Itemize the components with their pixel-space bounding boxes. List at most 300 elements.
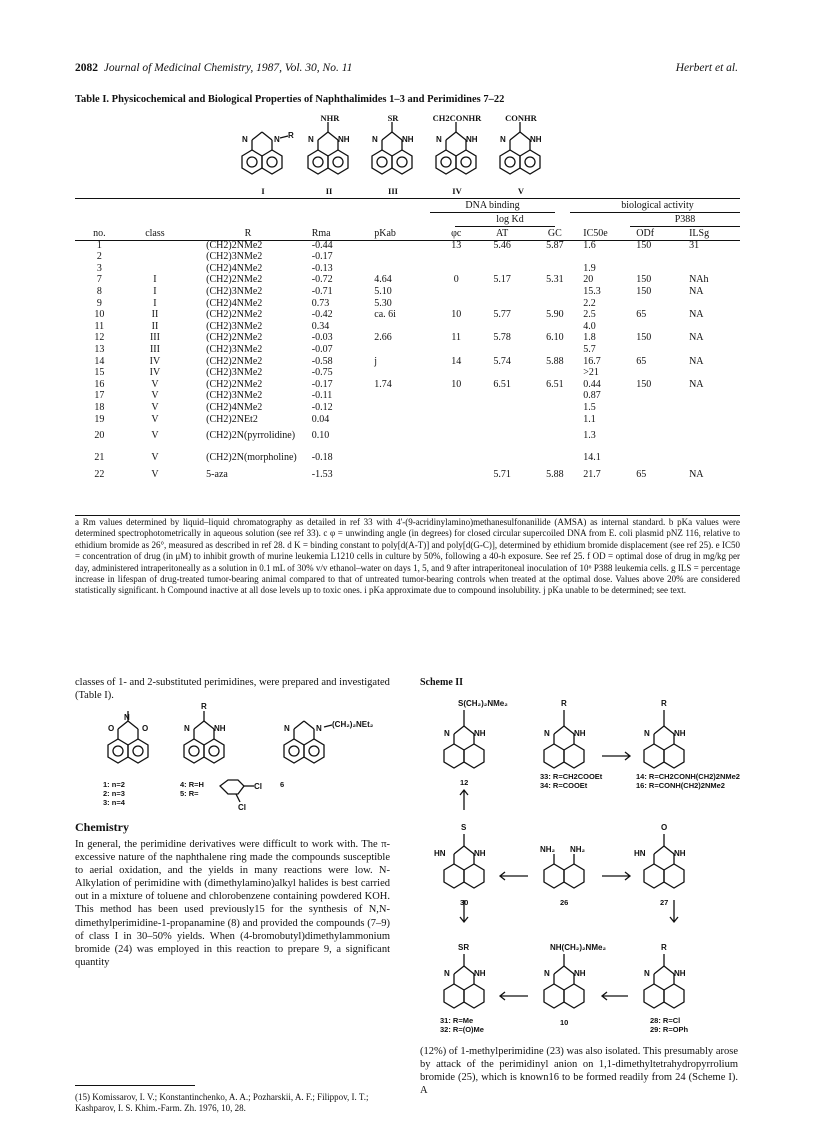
structure-V [486,118,556,188]
table-cell: 150 [636,332,652,344]
table-cell [437,402,476,414]
table-cell: -0.03 [311,332,333,344]
table-cell: 4.0 [583,320,596,332]
table-cell: 5.46 [493,239,511,251]
col-gc: GC [547,228,562,239]
table-cell [372,367,436,379]
data-table [75,228,740,481]
table-cell [476,367,529,379]
author-header: Herbert et al. [675,62,738,74]
table-cell: 65 [636,355,647,367]
table-cell: -0.72 [311,274,333,286]
perimidine-labels: 4: R=H 5: R= [180,780,204,798]
col-phi: φc [451,228,462,239]
table-cell: V [151,390,159,402]
table-cell [476,402,529,414]
structure-label: III [388,186,398,196]
table-row [75,286,740,298]
dichlorophenyl-icon [210,770,270,810]
table-cell: (CH2)3NMe2 [206,285,263,297]
running-header [75,62,352,74]
table-cell: NA [689,378,704,390]
table-cell: (CH2)4NMe2 [206,297,263,309]
scheme-label-27: 27 [660,898,669,907]
col-at: AT [496,228,509,239]
table-row [75,240,740,252]
svg-text:NH: NH [402,135,414,144]
table-row [75,414,740,426]
table-cell: -0.71 [311,285,333,297]
svg-text:(CH₂)₂NEt₂: (CH₂)₂NEt₂ [332,720,374,729]
table-cell [372,402,436,414]
ref-divider [75,1085,195,1086]
table-cell: V [151,378,159,390]
table-cell: IV [149,355,161,367]
table-cell: 5.10 [374,285,392,297]
table-cell [529,402,582,414]
scheme-label-30: 30 [460,898,469,907]
svg-text:O: O [661,823,668,832]
reference-15: (15) Komissarov, I. V.; Konstantinchenko, A. A.; Pozharskii, A. F.; Filippov, I. T.; Kashparov, I. S. Khim.-Farm. Zh. 1976, 10, 28. [75,1092,369,1114]
svg-text:NH: NH [674,849,686,858]
table-cell: 14 [451,355,462,367]
svg-text:NH: NH [474,729,486,738]
table-cell: 14 [94,355,105,367]
svg-text:O: O [142,724,149,733]
table-cell: -0.12 [311,401,333,413]
table-cell: (CH2)2NMe2 [206,274,263,286]
table-row [75,263,740,275]
logk-rule [455,226,555,227]
table-cell [529,447,582,469]
table-cell [476,251,529,263]
table-cell [687,344,740,356]
bio-rule [570,212,740,213]
svg-text:NH: NH [466,135,478,144]
table-cell: 2 [96,251,102,263]
table-cell: 1.1 [583,413,596,425]
table-cell [529,321,582,333]
table-cell: 10 [451,378,462,390]
table-cell: 5.7 [583,343,596,355]
table-cell: 6.51 [546,378,564,390]
section-heading: Chemistry [75,820,129,834]
table-cell: 150 [636,285,652,297]
table-cell [529,251,582,263]
table-cell: (CH2)2NMe2 [206,355,263,367]
table-cell [529,286,582,298]
table-cell [476,447,529,469]
table-cell: 4.64 [374,274,392,286]
svg-text:HN: HN [634,849,646,858]
table-cell [634,390,687,402]
table-cell [476,321,529,333]
table-cell: III [149,332,160,344]
table-cell: 2.5 [583,309,596,321]
table-cell: 1.8 [583,332,596,344]
table-cell: 19 [94,413,105,425]
table-row [75,274,740,286]
svg-text:NH: NH [574,729,586,738]
table-cell: 13 [94,343,105,355]
table-cell: 2.66 [374,332,392,344]
table-cell: NA [689,355,704,367]
svg-text:R: R [561,699,567,708]
structure-III [358,118,428,188]
p388-rule [630,226,740,227]
table-cell [529,263,582,275]
table-cell: NAh [689,274,709,286]
table-cell: -0.13 [311,262,333,274]
table-cell: -0.07 [311,343,333,355]
table-cell [124,251,186,263]
table-cell [529,390,582,402]
header-bottom-rule [75,240,740,241]
svg-text:NH: NH [474,969,486,978]
table-cell: 8 [96,285,102,297]
table-row [75,402,740,414]
table-cell: (CH2)2NEt2 [206,413,258,425]
table-cell: NA [689,332,704,344]
table-cell: 5.78 [493,332,511,344]
col-ic50: IC50e [583,228,608,239]
table-row [75,298,740,310]
table-cell: 1.3 [583,430,596,442]
table-cell: 5.88 [546,469,564,481]
svg-text:N: N [544,969,550,978]
table-cell: 20 [94,430,105,442]
table-cell: 150 [636,378,652,390]
table-cell: 5.17 [493,274,511,286]
table-top-rule [75,198,740,199]
scheme-label-26: 26 [560,898,569,907]
table-cell [437,414,476,426]
table-cell: I [153,274,157,286]
table-cell: 7 [96,274,102,286]
svg-text:R: R [661,699,667,708]
scheme-label-10: 10 [560,1018,569,1027]
col-pka: pKab [374,228,396,239]
table-cell [437,321,476,333]
table-cell: 0.87 [583,390,601,402]
scheme-label-12: 12 [460,778,469,787]
table-footnotes: a Rm values determined by liquid–liquid chromatography as detailed in ref 33 with 4'-(9-acridinylamino)methanesulfonanilide (AMSA) as internal standard. b pKa values were determined spectrophotometrically in aqueous solution (see ref 33). c φ = unwinding angle (in degrees) for closed circular supercoiled DNA from E. coli plasmid pNZ 116, relative to ethidium bromide as 26°, measured as described in ref 28. d K = binding constant to poly[d(A-T)] and poly[d(G-C)], determined by ethidium bromide displacement (see ref 25). e IC50 = concentration of drug (in μM) to inhibit growth of murine leukemia L1210 cells in culture by 50%, following a 40-h exposure. See ref 25. f OD = optimal dose of drug in mg/kg per day, administered intraperitoneally as a solution in 0.1 mL of 30% v/v ethanol–water on days 1, 5, and 9 after intraperitoneal inoculation of 10⁶ P388 leukemia cells. g ILS = percentage increase in lifespan of drug-treated tumor-bearing animal compared to that of untreated tumor-bearing controls when treated at the optimal dose. Values above 20% are considered statistically significant. h Compound inactive at all dose levels up to toxic ones. i pKa approximate due to compound insolubility. j pKa unable to be determined; see text. [75,517,740,596]
table-cell: 5.77 [493,309,511,321]
table-cell: NA [689,469,704,481]
table-cell: 21.7 [583,469,601,481]
table-cell: 150 [636,274,652,286]
structure-substituent: CONHR [505,113,537,123]
table-cell [687,298,740,310]
table-cell [372,469,436,481]
svg-text:N: N [644,969,650,978]
table-cell: 9 [96,297,102,309]
table-cell: 5.90 [546,309,564,321]
table-cell: 150 [636,239,652,251]
svg-text:R: R [201,702,207,711]
scheme-label-33-34: 33: R=CH2COOEt 34: R=COOEt [540,772,603,790]
table-cell: j [374,355,378,367]
table-cell: 16.7 [583,355,601,367]
table-row [75,332,740,344]
table-cell: III [149,343,160,355]
table-cell: 1.74 [374,378,392,390]
table-cell: 5-aza [206,469,228,481]
table-cell: 5.71 [493,469,511,481]
svg-text:N: N [372,135,378,144]
structure-6-label: 6 [280,780,285,789]
table-cell [476,344,529,356]
svg-text:N: N [124,713,130,722]
svg-text:N: N [284,724,290,733]
scheme-label-14-16: 14: R=CH2CONH(CH2)2NMe2 16: R=CONH(CH2)2NMe2 [636,772,740,790]
table-cell: 31 [689,239,700,251]
svg-text:N: N [444,729,450,738]
table-cell: NA [689,309,704,321]
table-body [75,240,740,481]
table-cell: 21 [94,452,105,464]
table-cell: 16 [94,378,105,390]
table-row [75,309,740,321]
table-caption: Table I. Physicochemical and Biological Properties of Naphthalimides 1–3 and Perimidines 7–22 [75,94,505,105]
table-cell: 6.51 [493,378,511,390]
table-row [75,251,740,263]
table-cell: 5.30 [374,297,392,309]
scheme-title: Scheme II [420,677,464,688]
svg-text:NH: NH [674,969,686,978]
table-cell: NA [689,285,704,297]
svg-text:NH: NH [530,135,542,144]
svg-text:NH₂: NH₂ [570,845,586,854]
svg-text:NH: NH [674,729,686,738]
dna-rule [430,212,555,213]
table-bottom-rule [75,515,740,516]
table-cell: II [151,309,159,321]
right-paragraph: (12%) of 1-methylperimidine (23) was also isolated. This presumably arose by attack of the perimidinyl anion on 1,1-dimethyltetrahydropyrrolium bromide (25), which is known16 to be formed readily from 24 (Scheme I). A [420,1046,738,1096]
table-cell: -0.17 [311,378,333,390]
table-cell: 11 [94,320,105,332]
structure-I [228,118,298,188]
svg-text:N: N [444,969,450,978]
table-cell [634,425,687,447]
table-cell [476,425,529,447]
table-cell [372,414,436,426]
table-cell: 1.6 [583,239,596,251]
table-cell: 0.04 [311,413,330,425]
table-cell: -1.53 [311,469,333,481]
table-cell: 3 [96,262,102,274]
table-cell: 14.1 [583,452,601,464]
intro-paragraph: classes of 1- and 2-substituted perimidines, were prepared and investigated (Table I). [75,677,390,701]
table-cell: 2.2 [583,297,596,309]
table-cell [529,344,582,356]
table-cell [372,251,436,263]
table-cell: 0.34 [311,320,330,332]
table-header-row [75,228,740,240]
table-cell: 5.87 [546,239,564,251]
table-cell: I [153,285,157,297]
table-cell [687,263,740,275]
svg-text:N: N [644,729,650,738]
table-cell [529,298,582,310]
svg-text:N: N [500,135,506,144]
table-cell: 15.3 [583,285,601,297]
table-cell: (CH2)4NMe2 [206,262,263,274]
svg-text:S: S [461,823,467,832]
svg-text:R: R [288,131,294,140]
table-cell [634,447,687,469]
table-cell [476,263,529,275]
col-od: ODf [636,228,655,239]
header-p388: P388 [674,214,696,225]
table-cell [476,390,529,402]
table-cell: V [151,401,159,413]
svg-text:O: O [108,724,115,733]
table-cell: 10 [94,309,105,321]
structure-label: I [261,186,265,196]
table-cell: 65 [636,469,647,481]
structure-IV [422,118,492,188]
scheme-label-31-32: 31: R=Me 32: R=(O)Me [440,1016,484,1034]
table-cell [687,390,740,402]
svg-text:Cl: Cl [238,803,246,812]
table-cell: V [151,430,159,442]
table-cell [634,298,687,310]
table-cell [634,251,687,263]
svg-text:Cl: Cl [254,782,262,791]
table-cell: 20 [583,274,594,286]
table-cell: 1 [96,239,102,251]
table-cell: 5.31 [546,274,564,286]
table-cell: (CH2)2N(pyrrolidine) [206,430,296,442]
table-cell: -0.42 [311,309,333,321]
svg-text:NH: NH [474,849,486,858]
table-cell [529,367,582,379]
table-cell [687,321,740,333]
header-dna-binding: DNA binding [465,200,520,211]
table-cell: 5.74 [493,355,511,367]
table-cell: 18 [94,401,105,413]
table-cell [437,390,476,402]
table-cell [687,402,740,414]
svg-text:N: N [184,724,190,733]
table-cell: IV [149,367,161,379]
table-cell [372,263,436,275]
table-cell [476,286,529,298]
structure-II [294,118,364,188]
table-cell: 6.10 [546,332,564,344]
structure-label: IV [452,186,462,196]
chemistry-paragraph: In general, the perimidine derivatives were difficult to work with. The π-excessive nature of the naphthalene ring made the compounds susceptible to aerial oxidation, and the yields in many reactions were low. N-Alkylation of perimidine with (dimethylamino)alkyl halides is best carried out in a mixture of toluene and chlorobenzene containing powdered KOH. This method has been used previously15 for the synthesis of N,N-dimethylperimidine-1-propanamine (8) and provided the compounds (7–9) of class I in 30–50% yields. When (4-bromobutyl)dimethylammonium bromide (24) was employed in this reaction to prepare 9, a significant quantity [75,839,390,968]
table-cell: 65 [636,309,647,321]
table-cell: 1.5 [583,401,596,413]
journal-citation: Journal of Medicinal Chemistry, 1987, Vol. 30, No. 11 [103,62,353,74]
table-row [75,425,740,447]
table-cell [124,263,186,275]
table-cell: ca. 6i [374,309,396,321]
table-cell [634,402,687,414]
table-cell [529,425,582,447]
table-cell: -0.58 [311,355,333,367]
table-cell [634,321,687,333]
header-biological-activity: biological activity [621,200,694,211]
svg-text:NH: NH [574,969,586,978]
table-cell [634,414,687,426]
svg-text:N: N [242,135,248,144]
table-cell: 5.88 [546,355,564,367]
table-cell [634,367,687,379]
header-logk: log Kd [496,214,524,225]
structure-label: II [325,186,333,196]
svg-text:N: N [308,135,314,144]
table-cell: 15 [94,367,105,379]
table-cell: V [151,413,159,425]
svg-text:HN: HN [434,849,446,858]
table-cell: II [151,320,159,332]
svg-text:N: N [316,724,322,733]
table-cell: -0.44 [311,239,333,251]
table-cell: 10 [451,309,462,321]
table-cell [437,286,476,298]
table-cell: 12 [94,332,105,344]
table-cell: (CH2)2NMe2 [206,378,263,390]
table-cell: 13 [451,239,462,251]
structure-6 [270,705,374,785]
table-cell [372,447,436,469]
structure-substituent: NHR [320,113,340,123]
col-rm: Rma [311,228,331,239]
table-row [75,344,740,356]
table-cell [437,425,476,447]
svg-text:NH: NH [214,724,226,733]
table-row [75,447,740,469]
table-cell: (CH2)3NMe2 [206,390,263,402]
svg-text:N: N [274,135,280,144]
table-cell: 11 [451,332,462,344]
table-cell [372,344,436,356]
page-number: 2082 [75,62,98,74]
table-cell [437,344,476,356]
table-cell: 22 [94,469,105,481]
col-no: no. [93,228,106,239]
table-cell: 0.44 [583,378,601,390]
table-row [75,321,740,333]
table-cell [437,298,476,310]
structure-substituent: SR [387,113,399,123]
table-cell [581,251,634,263]
structure-naphthalimide [90,705,170,785]
table-cell [372,425,436,447]
svg-text:NH: NH [338,135,350,144]
table-cell: (CH2)4NMe2 [206,401,263,413]
table-cell [372,240,436,252]
table-cell: 0 [453,274,459,286]
naphthalimide-labels: 1: n=2 2: n=3 3: n=4 [103,780,125,807]
table-cell [437,263,476,275]
table-cell [634,263,687,275]
table-cell: -0.18 [311,452,333,464]
table-row [75,390,740,402]
table-cell: (CH2)2NMe2 [206,309,263,321]
structure-substituent: CH2CONHR [432,113,482,123]
svg-text:S(CH₂)₂NMe₂: S(CH₂)₂NMe₂ [458,699,508,708]
svg-text:SR: SR [458,943,470,952]
table-cell: (CH2)2NMe2 [206,239,263,251]
table-cell: 17 [94,390,105,402]
structure-label: V [517,186,525,196]
table-cell: V [151,452,159,464]
svg-text:NH(CH₂)₂NMe₂: NH(CH₂)₂NMe₂ [550,943,606,952]
